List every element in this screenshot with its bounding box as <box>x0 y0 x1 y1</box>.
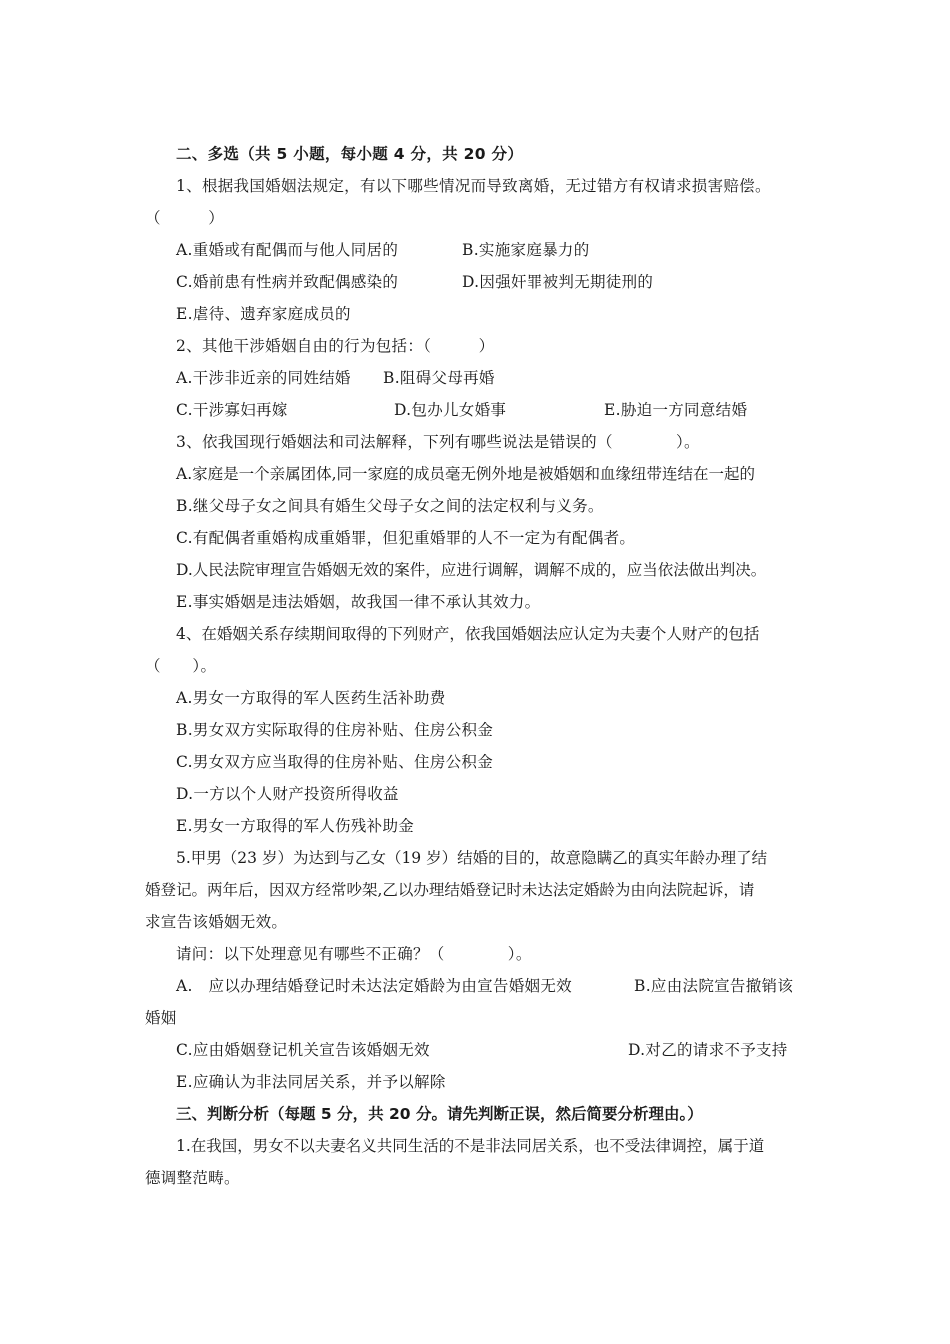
q4-option-b: B.男女双方实际取得的住房补贴、住房公积金 <box>176 721 494 739</box>
q5-option-e: E.应确认为非法同居关系，并予以解除 <box>176 1073 446 1091</box>
q2-option-d: D.包办儿女婚事 <box>394 401 507 419</box>
q5-line-3: 求宣告该婚姻无效。 <box>145 913 288 931</box>
q4-blank: （ ）。 <box>145 657 217 675</box>
q2-option-b: B.阻碍父母再婚 <box>383 369 495 387</box>
q3-option-b: B.继父母子女之间具有婚生父母子女之间的法定权利与义务。 <box>176 497 604 515</box>
q1-option-e: E.虐待、遗弃家庭成员的 <box>176 305 351 323</box>
section2-heading: 二、多选（共 5 小题，每小题 4 分，共 20 分） <box>176 145 524 163</box>
s3-q1-line-1: 1.在我国，男女不以夫妻名义共同生活的不是非法同居关系，也不受法律调控，属于道 <box>176 1137 765 1155</box>
q5-option-b: B.应由法院宣告撤销该 <box>634 977 794 995</box>
q5-line-2: 婚登记。两年后，因双方经常吵架,乙以办理结婚登记时未达法定婚龄为由向法院起诉，请 <box>145 881 755 899</box>
q1-stem: 1、根据我国婚姻法规定，有以下哪些情况而导致离婚，无过错方有权请求损害赔偿。 <box>176 177 771 195</box>
q1-option-c: C.婚前患有性病并致配偶感染的 <box>176 273 399 291</box>
q5-option-d: D.对乙的请求不予支持 <box>628 1041 788 1059</box>
q5-option-b-continued: 婚姻 <box>145 1009 177 1027</box>
section3-heading: 三、判断分析（每题 5 分，共 20 分。请先判断正误，然后简要分析理由。） <box>176 1105 703 1123</box>
q5-ask: 请问：以下处理意见有哪些不正确？（ ）。 <box>176 945 532 963</box>
q5-option-a: A. 应以办理结婚登记时未达法定婚龄为由宣告婚姻无效 <box>176 977 572 995</box>
q4-option-d: D.一方以个人财产投资所得收益 <box>176 785 399 803</box>
q4-option-a: A.男女一方取得的军人医药生活补助费 <box>176 689 446 707</box>
q2-option-c: C.干涉寡妇再嫁 <box>176 401 288 419</box>
s3-q1-line-2: 德调整范畴。 <box>145 1169 240 1187</box>
q1-option-b: B.实施家庭暴力的 <box>462 241 590 259</box>
q1-option-d: D.因强奸罪被判无期徒刑的 <box>462 273 654 291</box>
q3-option-d: D.人民法院审理宣告婚姻无效的案件，应进行调解，调解不成的，应当依法做出判决。 <box>176 561 767 579</box>
q5-line-1: 5.甲男（23 岁）为达到与乙女（19 岁）结婚的目的，故意隐瞒乙的真实年龄办理了结 <box>176 849 768 867</box>
q2-option-a: A.干涉非近亲的同姓结婚 <box>176 369 351 387</box>
q2-stem: 2、其他干涉婚姻自由的行为包括：（ ） <box>176 337 495 355</box>
q4-option-c: C.男女双方应当取得的住房补贴、住房公积金 <box>176 753 494 771</box>
q3-stem: 3、依我国现行婚姻法和司法解释，下列有哪些说法是错误的（ ）。 <box>176 433 700 451</box>
q3-option-c: C.有配偶者重婚构成重婚罪，但犯重婚罪的人不一定为有配偶者。 <box>176 529 636 547</box>
q1-option-a: A.重婚或有配偶而与他人同居的 <box>176 241 399 259</box>
q3-option-e: E.事实婚姻是违法婚姻，故我国一律不承认其效力。 <box>176 593 541 611</box>
q4-option-e: E.男女一方取得的军人伤残补助金 <box>176 817 415 835</box>
q4-stem: 4、在婚姻关系存续期间取得的下列财产，依我国婚姻法应认定为夫妻个人财产的包括 <box>176 625 760 643</box>
q2-option-e: E.胁迫一方同意结婚 <box>604 401 748 419</box>
q1-blank: （ ） <box>145 209 225 227</box>
q5-option-c: C.应由婚姻登记机关宣告该婚姻无效 <box>176 1041 430 1059</box>
q3-option-a: A.家庭是一个亲属团体,同一家庭的成员毫无例外地是被婚姻和血缘纽带连结在一起的 <box>176 465 756 483</box>
